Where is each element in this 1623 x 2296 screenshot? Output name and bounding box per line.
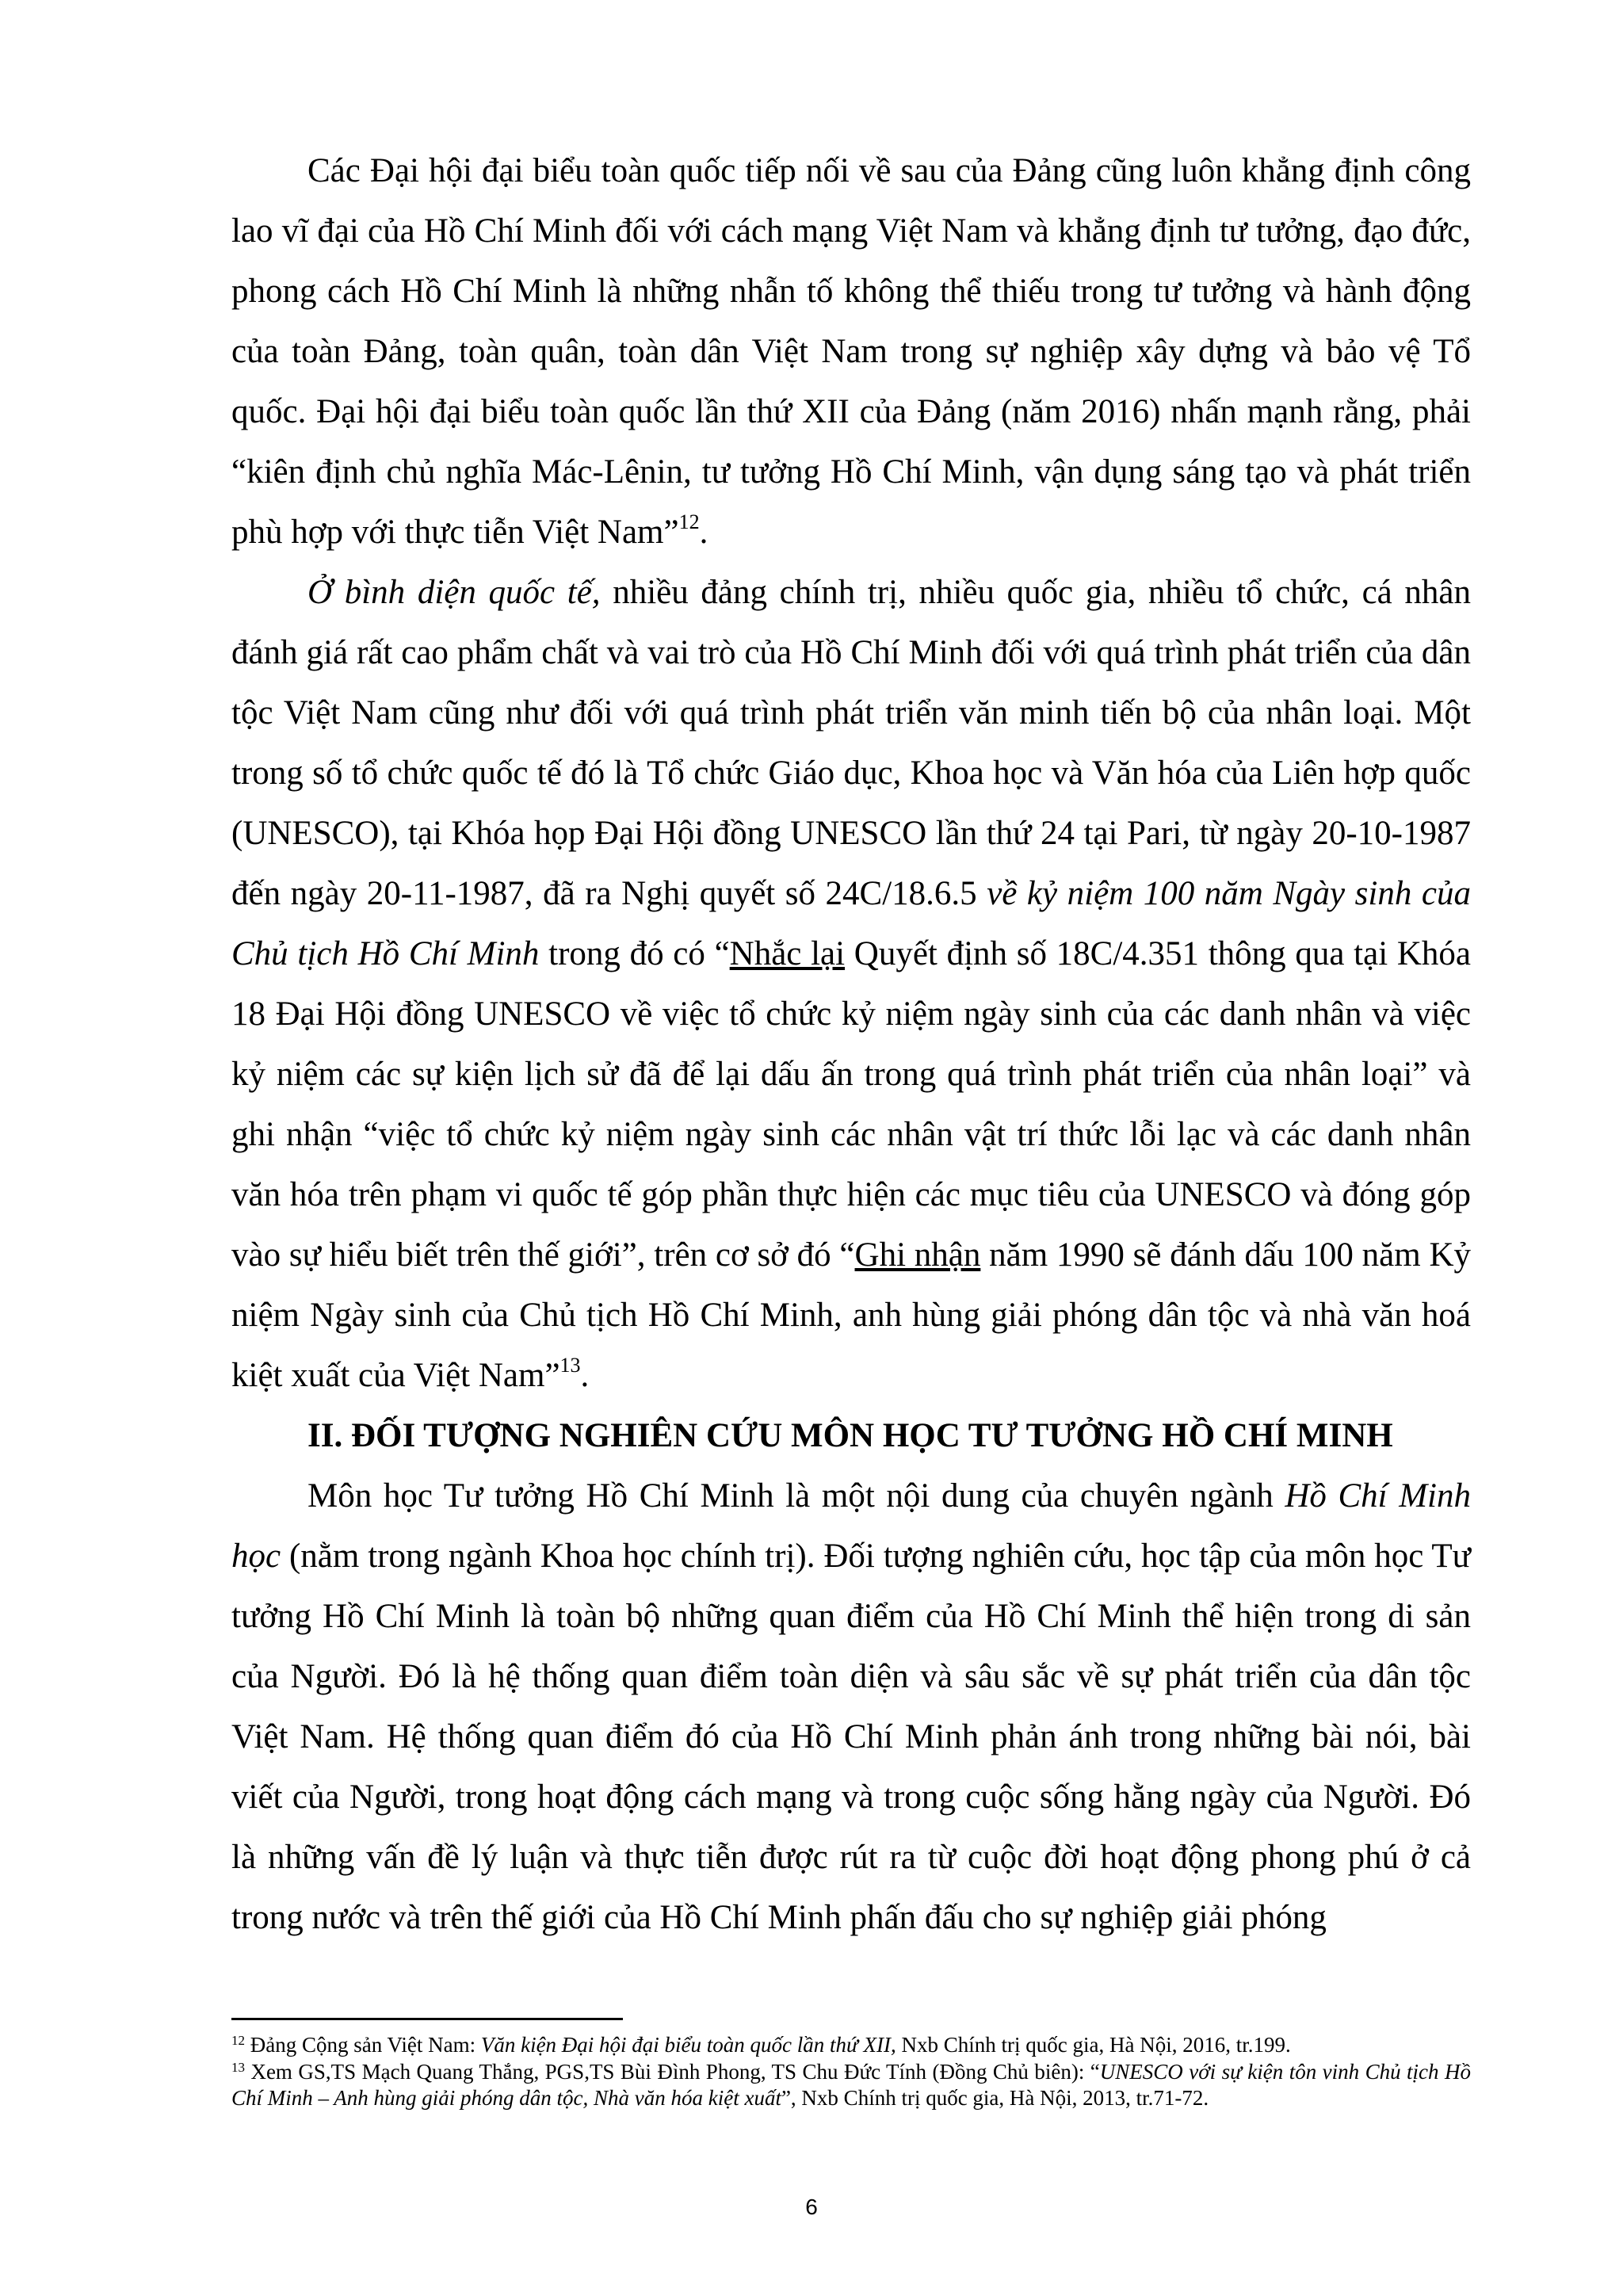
- paragraph-study-object: Môn học Tư tưởng Hồ Chí Minh là một nội dung của chuyên ngành Hồ Chí Minh học (nằm trong ngành Khoa học chính trị). Đối tượng nghiên cứu, học tập của môn học Tư tưởng Hồ Chí Minh là toàn bộ những quan điểm của Hồ Chí Minh thể hiện trong di sản của Người. Đó là hệ thống quan điểm toàn diện và sâu sắc về sự phát triển của dân tộc Việt Nam. Hệ thống quan điểm đó của Hồ Chí Minh phản ánh trong những bài nói, bài viết của Người, trong hoạt động cách mạng và trong cuộc sống hằng ngày của Người. Đó là những vấn đề lý luận và thực tiễn được rút ra từ cuộc đời hoạt động phong phú ở cả trong nước và trên thế giới của Hồ Chí Minh phấn đấu cho sự nghiệp giải phóng: [231, 1477, 1471, 1936]
- footnote-ref-13[interactable]: 13: [559, 1354, 581, 1377]
- section-heading: II. ĐỐI TƯỢNG NGHIÊN CỨU MÔN HỌC TƯ TƯỞNG HỒ CHÍ MINH: [307, 1417, 1393, 1454]
- body-text: [231, 141, 1471, 1948]
- footnotes: [231, 2032, 1471, 2112]
- resolution-title: về kỷ niệm 100 năm Ngày sinh của Chủ tịch Hồ Chí Minh: [231, 875, 1471, 972]
- paragraph-lead-italic: Ở bình diện quốc tế,: [307, 574, 601, 611]
- page-number: 6: [805, 2195, 818, 2219]
- paragraph-party-congresses: Các Đại hội đại biểu toàn quốc tiếp nối về sau của Đảng cũng luôn khẳng định công lao vĩ đại của Hồ Chí Minh đối với cách mạng Việt Nam và khẳng định tư tưởng, đạo đức, phong cách Hồ Chí Minh là những nhẫn tố không thể thiếu trong tư tưởng và hành động của toàn Đảng, toàn quân, toàn dân Việt Nam trong sự nghiệp xây dựng và bảo vệ Tổ quốc. Đại hội đại biểu toàn quốc lần thứ XII của Đảng (năm 2016) nhấn mạnh rằng, phải “kiên định chủ nghĩa Mác-Lênin, tư tưởng Hồ Chí Minh, vận dụng sáng tạo và phát triển phù hợp với thực tiễn Việt Nam”$^{12}$.: [231, 152, 1471, 551]
- footnote-ref-12[interactable]: 12: [678, 510, 700, 533]
- underlined-text: Nhắc lại: [729, 935, 846, 972]
- footnote-13: $^{13}$ Xem GS,TS Mạch Quang Thắng, PGS,TS Bùi Đình Phong, TS Chu Đức Tính (Đồng Chủ biên): “UNESCO với sự kiện tôn vinh Chủ tịch Hồ Chí Minh – Anh hùng giải phóng dân tộc, Nhà văn hóa kiệt xuất”, Nxb Chính trị quốc gia, Hà Nội, 2013, tr.71-72.: [231, 2060, 1471, 2110]
- discipline-name: Hồ Chí Minh học: [231, 1477, 1471, 1575]
- footnote-12: $^{12}$ Đảng Cộng sản Việt Nam: Văn kiện Đại hội đại biểu toàn quốc lần thứ XII, Nxb Chính trị quốc gia, Hà Nội, 2016, tr.199.: [231, 2033, 1291, 2057]
- footnote-number: 13: [231, 2060, 245, 2075]
- paragraph-text: Các Đại hội đại biểu toàn quốc tiếp nối về sau của Đảng cũng luôn khẳng định công lao vĩ đại của Hồ Chí Minh đối với cách mạng Việt Nam và khẳng định tư tưởng, đạo đức, phong cách Hồ Chí Minh là những nhẫn tố không thể thiếu trong tư tưởng và hành động của toàn Đảng, toàn quân, toàn dân Việt Nam trong sự nghiệp xây dựng và bảo vệ Tổ quốc. Đại hội đại biểu toàn quốc lần thứ XII của Đảng (năm 2016) nhấn mạnh rằng, phải “kiên định chủ nghĩa Mác-Lênin, tư tưởng Hồ Chí Minh, vận dụng sáng tạo và phát triển phù hợp với thực tiễn Việt Nam”: [231, 152, 1471, 551]
- paragraph-international: Ở bình diện quốc tế, nhiều đảng chính trị, nhiều quốc gia, nhiều tổ chức, cá nhân đánh giá rất cao phẩm chất và vai trò của Hồ Chí Minh đối với quá trình phát triển của dân tộc Việt Nam cũng như đối với quá trình phát triển văn minh tiến bộ của nhân loại. Một trong số tổ chức quốc tế đó là Tổ chức Giáo dục, Khoa học và Văn hóa của Liên hợp quốc (UNESCO), tại Khóa họp Đại Hội đồng UNESCO lần thứ 24 tại Pari, từ ngày 20-10-1987 đến ngày 20-11-1987, đã ra Nghị quyết số 24C/18.6.5 về kỷ niệm 100 năm Ngày sinh của Chủ tịch Hồ Chí Minh trong đó có “Nhắc lại Quyết định số 18C/4.351 thông qua tại Khóa 18 Đại Hội đồng UNESCO về việc tổ chức kỷ niệm ngày sinh của các danh nhân và việc kỷ niệm các sự kiện lịch sử đã để lại dấu ấn trong quá trình phát triển của nhân loại” và ghi nhận “việc tổ chức kỷ niệm ngày sinh các nhân vật trí thức lỗi lạc và các danh nhân văn hóa trên phạm vi quốc tế góp phần thực hiện các mục tiêu của UNESCO và đóng góp vào sự hiểu biết trên thế giới”, trên cơ sở đó “Ghi nhận năm 1990 sẽ đánh dấu 100 năm Kỷ niệm Ngày sinh của Chủ tịch Hồ Chí Minh, anh hùng giải phóng dân tộc và nhà văn hoá kiệt xuất của Việt Nam”$^{13}$.: [231, 574, 1471, 1394]
- footnote-divider: [231, 2018, 623, 2020]
- underlined-text: Ghi nhận: [854, 1236, 981, 1274]
- footnote-number: 12: [231, 2033, 245, 2048]
